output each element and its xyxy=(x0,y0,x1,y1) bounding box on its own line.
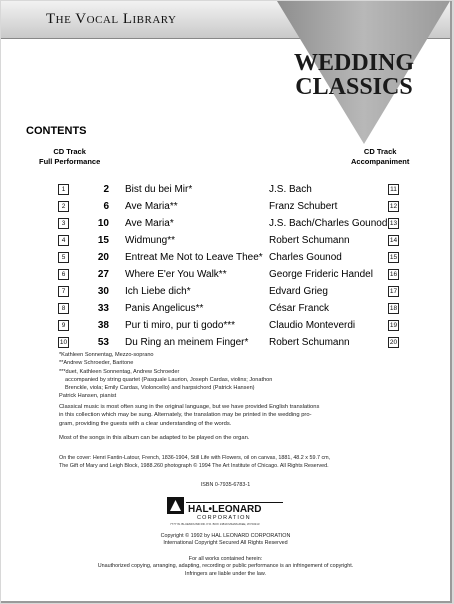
song-title: Widmung** xyxy=(125,235,176,246)
page-number: 15 xyxy=(97,235,109,246)
full-track-box: 2 xyxy=(58,201,69,212)
page-number: 10 xyxy=(97,218,109,229)
note-line: gram, providing the guests with a clear understanding of the words. xyxy=(59,420,232,427)
page-number: 30 xyxy=(97,286,109,297)
track-row xyxy=(1,234,450,248)
track-row xyxy=(1,285,450,299)
composer: Edvard Grieg xyxy=(269,286,328,297)
isbn: ISBN 0-7935-6783-1 xyxy=(200,482,251,488)
track-row xyxy=(1,336,450,350)
full-track-box: 7 xyxy=(58,286,69,297)
book-page xyxy=(1,1,452,603)
contents-heading: CONTENTS xyxy=(26,125,87,137)
logo-address: 7777 W. BLUEMOUND RD. P.O. BOX 13819 MILWAUKEE, WI 53213 xyxy=(170,522,260,526)
cover-line: On the cover: Henri Fantin-Latour, French, 1836-1904, Still Life with Flowers, oil on canvas, 1881, 48.2 x 59.7 cm, xyxy=(59,455,331,461)
accompaniment-track-box: 19 xyxy=(389,322,398,329)
song-title: Du Ring an meinem Finger* xyxy=(125,337,249,348)
track-row xyxy=(1,302,450,316)
full-track-box: 10 xyxy=(59,339,68,346)
credit-line: accompanied by string quartet (Pasquale Laurion, Joseph Cardas, violins; Jonathon xyxy=(65,376,273,383)
warning-line: Infringers are liable under the law. xyxy=(185,570,266,577)
composer: César Franck xyxy=(269,303,330,314)
song-title: Ave Maria** xyxy=(125,201,178,212)
composer: J.S. Bach/Charles Gounod xyxy=(269,218,388,229)
full-track-box: 4 xyxy=(58,235,69,246)
page-number: 27 xyxy=(97,269,109,280)
accompaniment-track-box: 15 xyxy=(389,254,398,261)
credit-line: *Kathleen Sonnentag, Mezzo-soprano xyxy=(59,352,154,358)
composer: Robert Schumann xyxy=(269,235,350,246)
accompaniment-track-box: 11 xyxy=(388,184,399,195)
track-row xyxy=(1,251,450,265)
hal-leonard-logo xyxy=(166,495,284,527)
organ-note: Most of the songs in this album can be adapted to be played on the organ. xyxy=(59,435,250,441)
full-track-box: 1 xyxy=(58,184,69,195)
copyright-warning xyxy=(1,556,450,578)
column-header-line: Full Performance xyxy=(39,157,101,166)
accompaniment-track-box: 12 xyxy=(389,203,398,210)
column-header-line: Accompaniment xyxy=(351,157,410,166)
track-row xyxy=(1,217,450,231)
accompaniment-track-box: 20 xyxy=(389,339,398,346)
cover-line: The Gift of Mary and Leigh Block, 1988.260 photograph © 1994 The Art Institute of Chicago. All Rights Reserved. xyxy=(59,463,329,469)
accompaniment-track-box: 14 xyxy=(389,237,398,244)
track-row xyxy=(1,183,450,197)
song-title: Entreat Me Not to Leave Thee* xyxy=(125,252,263,263)
copyright-notice xyxy=(1,533,450,548)
copyright-line: Copyright © 1992 by HAL LEONARD CORPORATION xyxy=(160,533,291,539)
credit-line: Patrick Hansen, pianist xyxy=(59,393,117,400)
accompaniment-track-box: 18 xyxy=(389,305,398,312)
page-number: 33 xyxy=(97,303,109,314)
warning-line: Unauthorized copying, arranging, adapting, recording or public performance is an infringement of copyright. xyxy=(97,563,354,570)
credit-line: ***duet, Kathleen Sonnentag, Andrew Schroeder xyxy=(59,368,180,375)
page-number: 2 xyxy=(103,184,109,195)
performer-credits xyxy=(59,351,389,401)
composer: Claudio Monteverdi xyxy=(269,320,356,331)
note-line: in this collection which may be sung. Alternately, the translation may be printed in the wedding pro- xyxy=(59,412,312,419)
column-header-line: CD Track xyxy=(363,147,397,156)
full-performance-column-header xyxy=(39,147,100,167)
full-track-box: 9 xyxy=(58,320,69,331)
full-track-box: 8 xyxy=(58,303,69,314)
logo-name: HAL•LEONARD xyxy=(188,504,262,515)
copyright-line: International Copyright Secured All Rights Reserved xyxy=(163,540,288,547)
credit-line: **Andrew Schroeder, Baritone xyxy=(59,360,134,367)
page-number: 20 xyxy=(97,252,109,263)
book-title-line2: CLASSICS xyxy=(295,74,413,100)
full-track-box: 3 xyxy=(58,218,69,229)
song-title: Ave Maria* xyxy=(125,218,174,229)
book-title-line1: WEDDING xyxy=(293,50,414,76)
translation-note xyxy=(59,403,393,428)
song-title: Ich Liebe dich* xyxy=(125,286,191,297)
song-title: Panis Angelicus** xyxy=(125,303,204,314)
song-title: Where E'er You Walk** xyxy=(125,269,227,280)
warning-line: For all works contained herein: xyxy=(188,556,263,562)
accompaniment-track-box: 16 xyxy=(389,271,398,278)
cover-credit xyxy=(59,454,393,470)
track-row xyxy=(1,319,450,333)
composer: Franz Schubert xyxy=(269,201,338,212)
credit-line: Brenckle, viola; Emily Cardas, Violoncello) and harpsichord (Patrick Hansen) xyxy=(65,385,255,392)
composer: J.S. Bach xyxy=(269,184,312,195)
page-number: 53 xyxy=(97,337,109,348)
page-number: 6 xyxy=(103,201,109,212)
song-title: Pur ti miro, pur ti godo*** xyxy=(125,320,236,331)
logo-corporation: CORPORATION xyxy=(197,515,251,521)
note-line: Classical music is most often sung in the original language, but we have provided English translations xyxy=(59,404,320,410)
composer: George Frideric Handel xyxy=(269,269,373,280)
accompaniment-track-box: 17 xyxy=(389,288,398,295)
accompaniment-track-box: 13 xyxy=(389,220,398,227)
track-row xyxy=(1,268,450,282)
song-title: Bist du bei Mir* xyxy=(125,184,193,195)
page-number: 38 xyxy=(97,320,109,331)
full-track-box: 6 xyxy=(58,269,69,280)
composer: Robert Schumann xyxy=(269,337,350,348)
full-track-box: 5 xyxy=(58,252,69,263)
column-header-line: CD Track xyxy=(53,147,86,156)
composer: Charles Gounod xyxy=(269,252,342,263)
track-row xyxy=(1,200,450,214)
accompaniment-column-header xyxy=(351,147,409,167)
series-title: The Vocal Library xyxy=(46,11,177,27)
